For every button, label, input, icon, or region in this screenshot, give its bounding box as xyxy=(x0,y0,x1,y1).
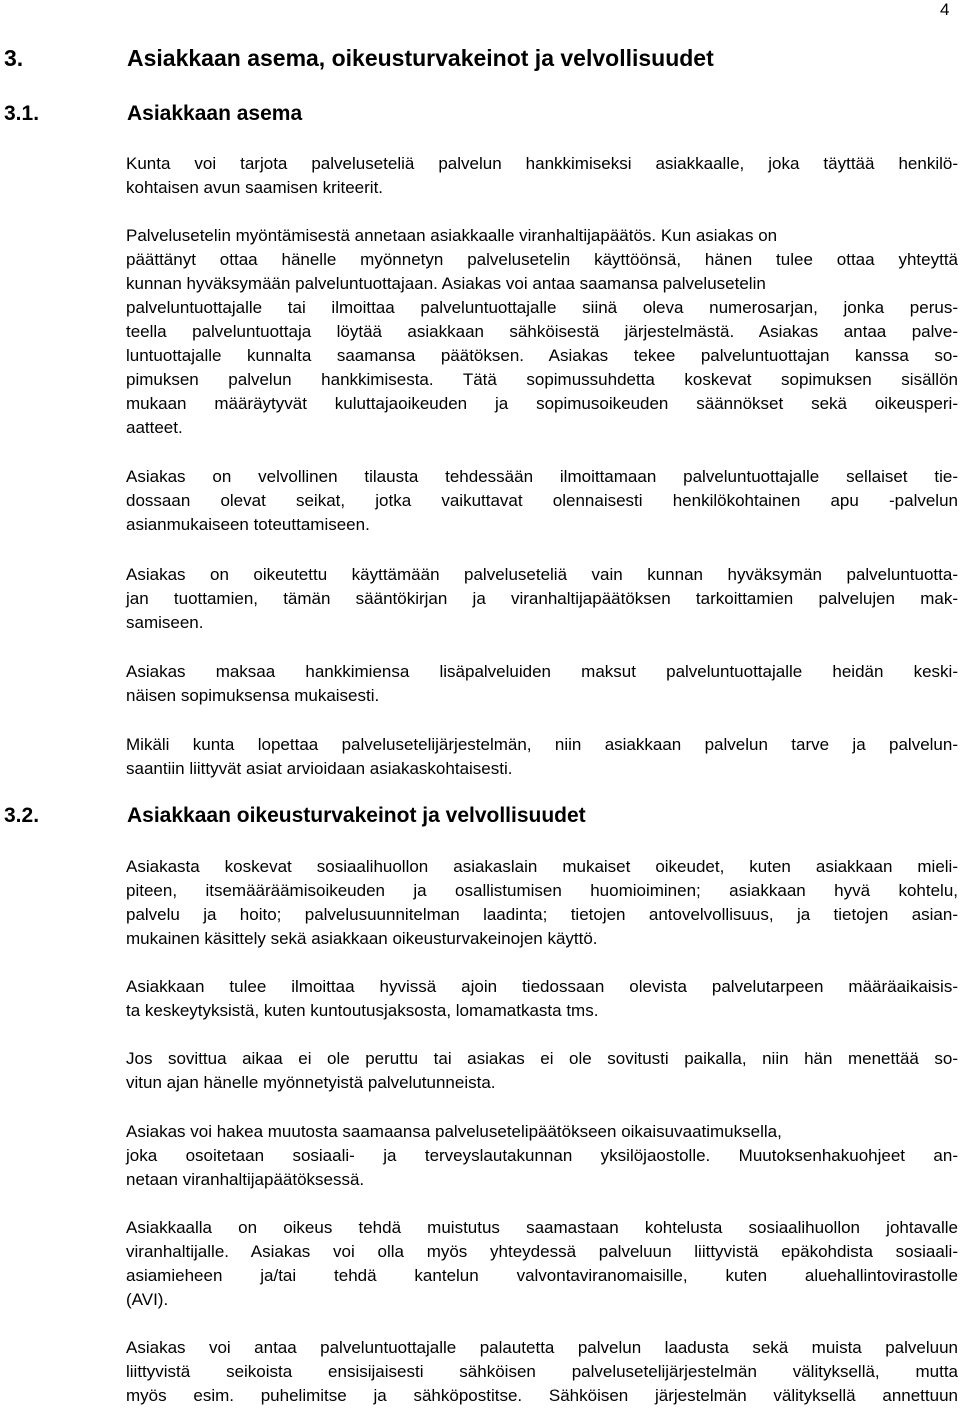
chapter-heading xyxy=(4,44,714,72)
paragraph-3-1-3 xyxy=(126,465,958,537)
text-line: piteen, itsemääräämisoikeuden ja osallistumisen huomioiminen; asiakkaan hyvä kohtelu, xyxy=(126,881,958,900)
text-line: teella palveluntuottaja löytää asiakkaan sähköisestä järjestelmästä. Asiakas antaa palve- xyxy=(126,322,958,341)
section-heading-3-1 xyxy=(4,101,302,127)
page-number: 4 xyxy=(940,0,950,19)
text-line: luntuottajalle kunnalta saamansa päätöksen. Asiakas tekee palveluntuottajan kanssa so- xyxy=(126,346,958,365)
text-line: saantiin liittyvät asiat arvioidaan asiakaskohtaisesti. xyxy=(126,759,513,778)
paragraph-3-1-5 xyxy=(126,660,958,708)
paragraph-3-1-2 xyxy=(126,224,958,440)
paragraph-3-2-3 xyxy=(126,1047,958,1095)
section-title: Asiakkaan asema xyxy=(127,102,303,125)
text-line: ta keskeytyksistä, kuten kuntoutusjaksosta, lomamatkasta tms. xyxy=(126,1001,599,1020)
section-number: 3.2. xyxy=(4,804,40,827)
text-line: Asiakas maksaa hankkimiensa lisäpalveluiden maksut palveluntuottajalle heidän keski- xyxy=(126,662,958,681)
section-number: 3.1. xyxy=(4,102,40,125)
text-line: vitun ajan hänelle myönnetyistä palvelutunneista. xyxy=(126,1073,496,1092)
text-line: pimuksen palvelun hankkimisesta. Tätä sopimussuhdetta koskevat sopimuksen sisällön xyxy=(126,370,958,389)
text-line: myös esim. puhelimitse ja sähköpostitse. Sähköisen järjestelmän välityksellä annettuun xyxy=(126,1386,958,1405)
text-line: Palvelusetelin myöntämisestä annetaan asiakkaalle viranhaltijapäätös. Kun asiakas on xyxy=(126,226,778,245)
paragraph-3-1-6 xyxy=(126,733,958,781)
paragraph-3-2-6 xyxy=(126,1336,958,1408)
text-line: mukainen käsittely sekä asiakkaan oikeusturvakeinojen käyttö. xyxy=(126,929,598,948)
chapter-title: Asiakkaan asema, oikeusturvakeinot ja velvollisuudet xyxy=(127,45,714,71)
text-line: päättänyt ottaa hänelle myönnetyn palvelusetelin käyttöönsä, hänen tulee ottaa yhteyttä xyxy=(126,250,958,269)
text-line: joka osoitetaan sosiaali- ja terveyslautakunnan yksilöjaostolle. Muutoksenhakuohjeet an- xyxy=(126,1146,958,1165)
text-line: aatteet. xyxy=(126,418,183,437)
text-line: Mikäli kunta lopettaa palvelusetelijärjestelmän, niin asiakkaan palvelun tarve ja palvelun- xyxy=(126,735,958,754)
paragraph-3-1-4 xyxy=(126,563,958,635)
text-line: Asiakas on oikeutettu käyttämään palveluseteliä vain kunnan hyväksymän palveluntuotta- xyxy=(126,565,958,584)
text-line: Asiakkaan tulee ilmoittaa hyvissä ajoin tiedossaan olevista palvelutarpeen määräaikaisis- xyxy=(126,977,958,996)
paragraph-3-1-1 xyxy=(126,152,958,200)
text-line: Asiakas voi antaa palveluntuottajalle palautetta palvelun laadusta sekä muista palveluun xyxy=(126,1338,958,1357)
section-heading-3-2 xyxy=(4,803,586,829)
text-line: mukaan määräytyvät kuluttajaoikeuden ja sopimusoikeuden säännökset sekä oikeusperi- xyxy=(126,394,958,413)
text-line: samiseen. xyxy=(126,613,204,632)
text-line: dossaan olevat seikat, jotka vaikuttavat olennaisesti henkilökohtainen apu -palvelun xyxy=(126,491,958,510)
text-line: viranhaltijalle. Asiakas voi olla myös yhteydessä palveluun liittyvistä epäkohdista sosiaali- xyxy=(126,1242,958,1261)
section-title: Asiakkaan oikeusturvakeinot ja velvollisuudet xyxy=(127,804,586,827)
text-line: asianmukaiseen toteuttamiseen. xyxy=(126,515,370,534)
text-line: jan tuottamien, tämän sääntökirjan ja viranhaltijapäätöksen tarkoittamien palvelujen mak- xyxy=(126,589,958,608)
paragraph-3-2-2 xyxy=(126,975,958,1023)
chapter-number: 3. xyxy=(4,45,24,71)
text-line: Kunta voi tarjota palveluseteliä palvelun hankkimiseksi asiakkaalle, joka täyttää henkilö- xyxy=(126,154,958,173)
text-line: Asiakas voi hakea muutosta saamaansa palvelusetelipäätökseen oikaisuvaatimuksella, xyxy=(126,1122,782,1141)
text-line: Asiakas on velvollinen tilausta tehdessään ilmoittamaan palveluntuottajalle sellaiset tie- xyxy=(126,467,958,486)
text-line: palveluntuottajalle tai ilmoittaa palveluntuottajalle siinä oleva numerosarjan, jonka perus- xyxy=(126,298,958,317)
paragraph-3-2-4 xyxy=(126,1120,958,1192)
paragraph-3-2-5 xyxy=(126,1216,958,1312)
text-line: Jos sovittua aikaa ei ole peruttu tai asiakas ei ole sovitusti paikalla, niin hän menettää so- xyxy=(126,1049,958,1068)
text-line: kohtaisen avun saamisen kriteerit. xyxy=(126,178,384,197)
text-line: näisen sopimuksensa mukaisesti. xyxy=(126,686,380,705)
text-line: asiamieheen ja/tai tehdä kantelun valvontaviranomaisille, kuten aluehallintovirastolle xyxy=(126,1266,958,1285)
text-line: Asiakasta koskevat sosiaalihuollon asiakaslain mukaiset oikeudet, kuten asiakkaan mieli- xyxy=(126,857,958,876)
text-line: netaan viranhaltijapäätöksessä. xyxy=(126,1170,365,1189)
text-line: kunnan hyväksymään palveluntuottajaan. Asiakas voi antaa saamansa palvelusetelin xyxy=(126,274,766,293)
text-line: palvelu ja hoito; palvelusuunnitelman laadinta; tietojen antovelvollisuus, ja tietojen asian- xyxy=(126,905,958,924)
paragraph-3-2-1 xyxy=(126,855,958,951)
text-line: Asiakkaalla on oikeus tehdä muistutus saamastaan kohtelusta sosiaalihuollon johtavalle xyxy=(126,1218,958,1237)
text-line: liittyvistä seikoista ensisijaisesti sähköisen palvelusetelijärjestelmän välityksellä, mutta xyxy=(126,1362,958,1381)
text-line: (AVI). xyxy=(126,1290,169,1309)
